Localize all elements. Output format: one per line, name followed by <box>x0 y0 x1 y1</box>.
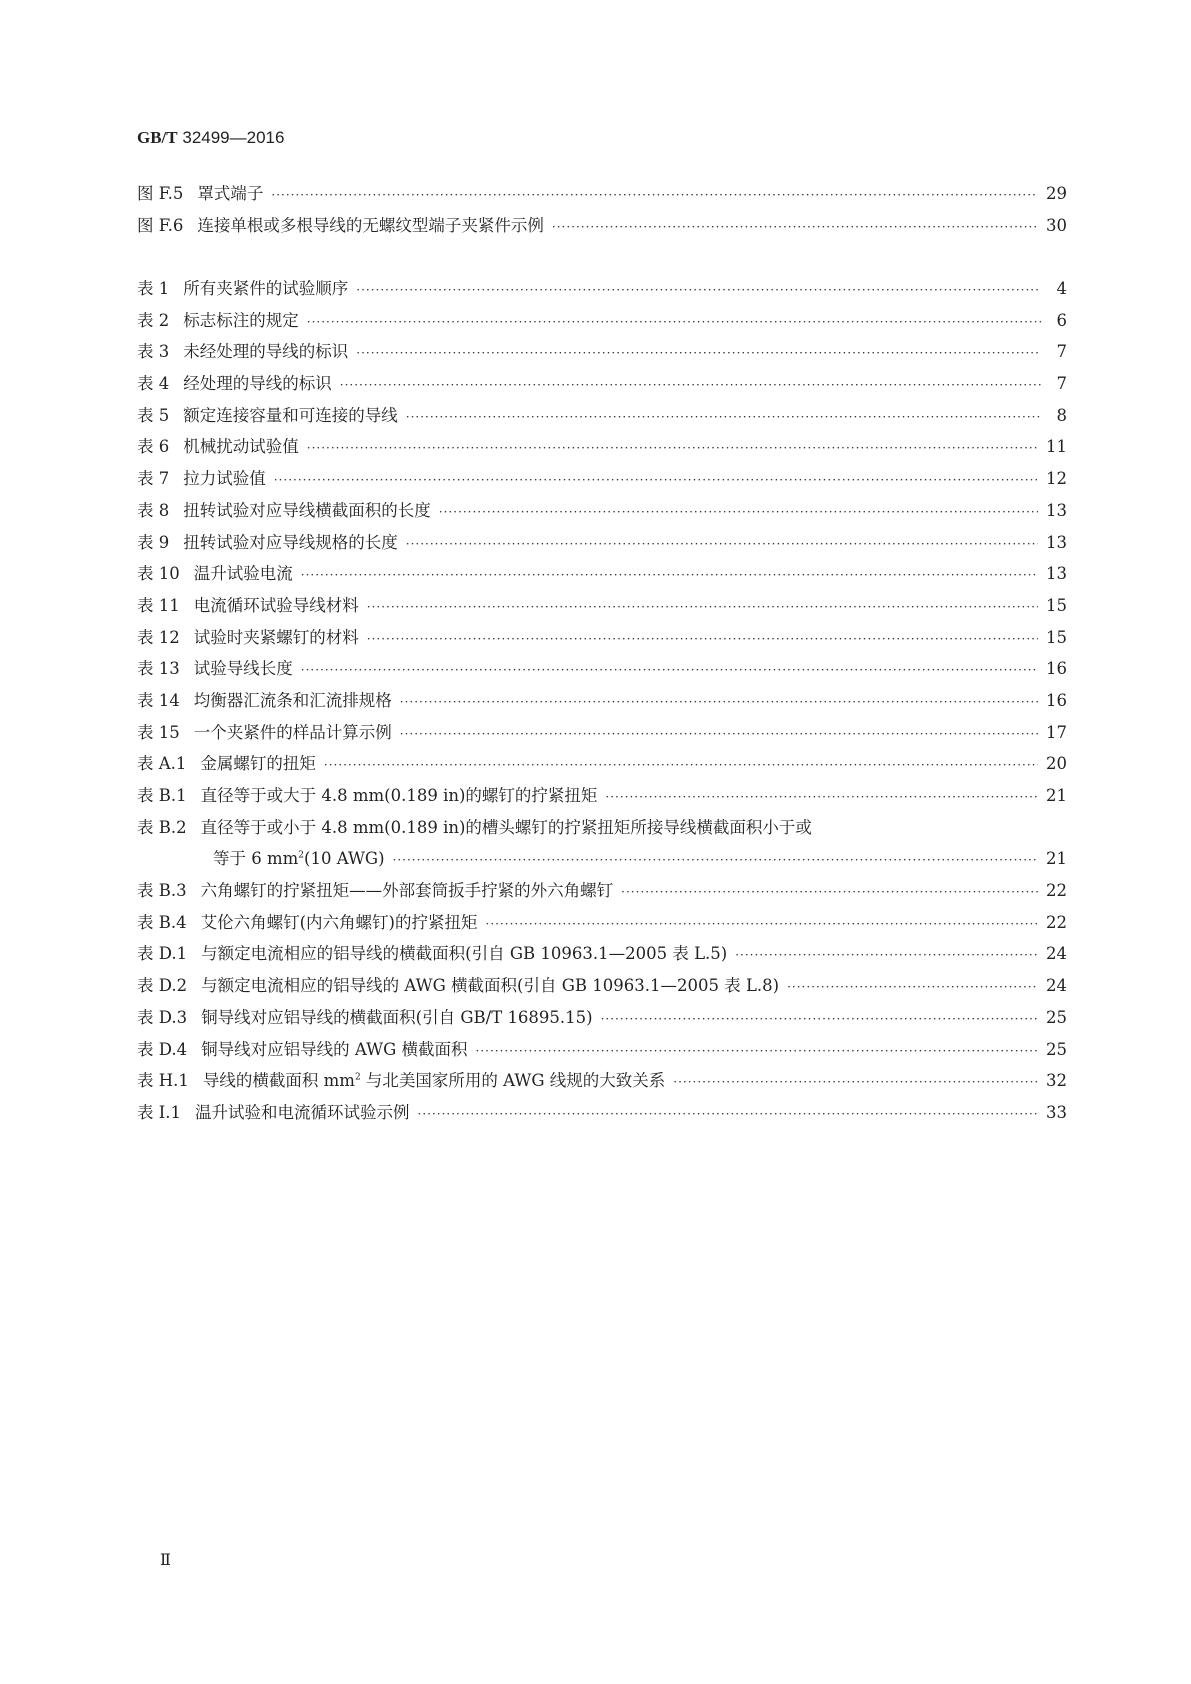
dot-leader <box>340 378 1041 392</box>
dot-leader <box>673 1075 1038 1089</box>
entry-label: 表 6 <box>137 437 170 457</box>
entry-page: 13 <box>1046 500 1067 520</box>
entry-page: 24 <box>1046 944 1067 964</box>
entry-page: 16 <box>1046 659 1067 679</box>
dot-leader <box>307 441 1038 455</box>
toc-entry[interactable] <box>137 972 1067 1004</box>
entry-title <box>183 497 431 521</box>
toc-entry[interactable] <box>137 433 1067 465</box>
entry-title <box>200 750 316 774</box>
entry-page: 21 <box>1046 849 1067 869</box>
entry-page: 25 <box>1046 1007 1067 1027</box>
toc-entry[interactable] <box>137 338 1067 370</box>
entry-page: 20 <box>1046 754 1067 774</box>
entry-title-text: 直径等于或小于 4.8 mm(0.189 in)的槽头螺钉的拧紧扭矩所接导线横截面积小于或 <box>200 817 812 837</box>
entry-label: 表 D.3 <box>137 1007 188 1027</box>
entry-label: 表 14 <box>137 690 180 710</box>
toc-entry[interactable] <box>137 1067 1067 1099</box>
entry-title-text: 六角螺钉的拧紧扭矩——外部套筒扳手拧紧的外六角螺钉 <box>200 881 614 901</box>
entry-title <box>194 560 293 584</box>
toc-entry[interactable] <box>137 940 1067 972</box>
toc-entry-continuation <box>137 845 1067 877</box>
entry-title <box>183 275 348 299</box>
dot-leader <box>601 1012 1038 1026</box>
toc-entry[interactable] <box>137 275 1067 307</box>
entry-title-text: 电流循环试验导线材料 <box>193 595 359 615</box>
dot-leader <box>418 1107 1038 1121</box>
toc-entry[interactable] <box>137 782 1067 814</box>
entry-label: 表 4 <box>137 374 170 394</box>
entry-page: 12 <box>1046 469 1067 489</box>
entry-title <box>183 370 332 394</box>
entry-label: 表 B.4 <box>137 912 187 932</box>
entry-title <box>194 655 293 679</box>
entry-label: 表 11 <box>137 595 180 615</box>
toc-entry[interactable] <box>137 370 1067 402</box>
entry-page: 16 <box>1046 690 1067 710</box>
toc-entry[interactable] <box>137 1004 1067 1036</box>
entry-page: 33 <box>1046 1102 1067 1122</box>
entry-title <box>194 592 359 616</box>
toc-entry[interactable] <box>137 592 1067 624</box>
entry-title-text: 均衡器汇流条和汇流排规格 <box>193 690 392 710</box>
entry-page: 30 <box>1046 215 1067 235</box>
entry-title <box>201 972 779 996</box>
entry-label: 表 D.2 <box>137 976 188 996</box>
toc-entry[interactable] <box>137 180 1067 212</box>
entry-label: 表 9 <box>137 532 170 552</box>
entry-page: 25 <box>1046 1039 1067 1059</box>
dot-leader <box>400 727 1038 741</box>
entry-label: 图 F.6 <box>137 215 184 235</box>
entry-title-text: 金属螺钉的扭矩 <box>200 754 316 774</box>
entry-label: 表 D.4 <box>137 1039 188 1059</box>
entry-title <box>201 814 812 838</box>
dot-leader <box>787 980 1038 994</box>
entry-title <box>201 940 727 964</box>
dot-leader <box>301 568 1038 582</box>
entry-title <box>195 1099 410 1123</box>
entry-title-text: 温升试验电流 <box>193 564 293 584</box>
toc-entry[interactable] <box>137 624 1067 656</box>
entry-title-text: 直径等于或大于 4.8 mm(0.189 in)的螺钉的拧紧扭矩 <box>200 786 598 805</box>
entry-title <box>183 307 299 331</box>
entry-label: 表 A.1 <box>137 754 187 774</box>
toc-entry[interactable] <box>137 1099 1067 1131</box>
dot-leader <box>621 885 1038 899</box>
dot-leader <box>605 790 1038 804</box>
toc-entry[interactable] <box>137 909 1067 941</box>
entry-page: 22 <box>1046 912 1067 932</box>
page-folio: Ⅱ <box>160 1550 171 1569</box>
entry-page: 13 <box>1046 532 1067 552</box>
entry-title-text: 额定连接容量和可连接的导线 <box>183 405 398 425</box>
entry-page: 21 <box>1046 786 1067 805</box>
dot-leader <box>356 283 1041 297</box>
entry-page: 17 <box>1046 722 1067 742</box>
entry-title <box>197 180 263 204</box>
standard-header <box>137 128 284 148</box>
toc-entry[interactable] <box>137 814 1067 846</box>
entry-title <box>201 1036 467 1060</box>
entry-title-text: 铜导线对应铝导线的横截面积(引自 GB/T 16895.15) <box>201 1007 593 1027</box>
dot-leader <box>400 695 1038 709</box>
toc-entry[interactable] <box>137 307 1067 339</box>
toc-entry[interactable] <box>137 402 1067 434</box>
entry-label: 表 B.3 <box>137 881 187 901</box>
dot-leader <box>307 315 1041 329</box>
entry-title-text: 拉力试验值 <box>183 469 266 489</box>
dot-leader <box>271 188 1038 202</box>
entry-page: 6 <box>1056 310 1067 330</box>
dot-leader <box>406 537 1038 551</box>
entry-title-text: 试验时夹紧螺钉的材料 <box>193 627 359 647</box>
entry-page: 7 <box>1056 342 1067 362</box>
entry-title <box>183 465 266 489</box>
entry-title <box>194 624 359 648</box>
entry-title-text: 扭转试验对应导线横截面积的长度 <box>183 500 431 520</box>
entry-page: 8 <box>1056 405 1067 425</box>
superscript: 2 <box>298 850 305 861</box>
entry-label: 表 H.1 <box>137 1071 189 1091</box>
entry-label: 表 10 <box>137 564 180 584</box>
entry-page: 7 <box>1056 374 1067 394</box>
entry-title <box>197 212 544 236</box>
entry-title-text: 罩式端子 <box>197 184 264 203</box>
entry-title-text: 与额定电流相应的铝导线的横截面积(引自 GB 10963.1—2005 表 L.5) <box>201 944 728 964</box>
std-prefix: GB/T <box>137 128 178 147</box>
entry-title <box>201 782 598 806</box>
std-number: 32499—2016 <box>182 128 285 147</box>
entry-title <box>201 1004 592 1028</box>
entry-label: 表 B.1 <box>137 786 187 805</box>
entry-title-text: 标志标注的规定 <box>183 310 299 330</box>
entry-page: 13 <box>1046 564 1067 584</box>
toc-entry[interactable] <box>137 465 1067 497</box>
cont-b: (10 AWG) <box>304 849 385 869</box>
entry-label: 表 D.1 <box>137 944 188 964</box>
entry-page: 11 <box>1046 437 1067 457</box>
toc-entry[interactable] <box>137 212 1067 244</box>
entry-title <box>183 529 398 553</box>
entry-title <box>201 909 478 933</box>
entry-label: 表 B.2 <box>137 817 187 837</box>
entry-title-text: 扭转试验对应导线规格的长度 <box>183 532 398 552</box>
toc-entry[interactable] <box>137 655 1067 687</box>
entry-title-text: 铜导线对应铝导线的 AWG 横截面积 <box>201 1039 468 1059</box>
dot-leader <box>274 473 1038 487</box>
dot-leader <box>406 410 1041 424</box>
table-list <box>137 275 1067 1131</box>
toc-entry[interactable] <box>137 497 1067 529</box>
toc-entry[interactable] <box>137 877 1067 909</box>
entry-label: 表 13 <box>137 659 180 679</box>
toc-entry[interactable] <box>137 560 1067 592</box>
entry-title <box>203 1067 665 1091</box>
entry-title-text: 一个夹紧件的样品计算示例 <box>193 722 392 742</box>
entry-title <box>194 719 392 743</box>
entry-title-text: 导线的横截面积 mm <box>202 1071 355 1091</box>
entry-label: 表 1 <box>137 279 170 298</box>
toc-entry[interactable] <box>137 1036 1067 1068</box>
dot-leader <box>367 600 1038 614</box>
dot-leader <box>735 948 1038 962</box>
toc-entry[interactable] <box>137 529 1067 561</box>
cont-a: 等于 6 mm <box>213 849 299 869</box>
entry-title-text: 艾伦六角螺钉(内六角螺钉)的拧紧扭矩 <box>200 912 478 932</box>
entry-page: 15 <box>1046 595 1067 615</box>
entry-label: 表 15 <box>137 722 180 742</box>
entry-page: 32 <box>1046 1071 1067 1091</box>
superscript: 2 <box>354 1072 361 1083</box>
toc-entry[interactable] <box>137 687 1067 719</box>
dot-leader <box>476 1044 1038 1058</box>
entry-label: 表 2 <box>137 310 170 330</box>
dot-leader <box>552 220 1038 234</box>
dot-leader <box>393 853 1038 867</box>
entry-title <box>183 402 398 426</box>
entry-label: 表 I.1 <box>137 1102 182 1122</box>
entry-page: 24 <box>1046 976 1067 996</box>
entry-title-text: 温升试验和电流循环试验示例 <box>195 1102 410 1122</box>
entry-title <box>183 433 299 457</box>
dot-leader <box>486 917 1039 931</box>
toc-entry[interactable] <box>137 719 1067 751</box>
dot-leader <box>324 758 1038 772</box>
entry-label: 表 12 <box>137 627 180 647</box>
entry-page: 4 <box>1056 279 1067 298</box>
entry-title <box>201 877 614 901</box>
entry-title-text: 机械扰动试验值 <box>183 437 299 457</box>
entry-page: 22 <box>1046 881 1067 901</box>
entry-page: 29 <box>1046 184 1067 203</box>
dot-leader <box>439 505 1038 519</box>
entry-label: 表 3 <box>137 342 170 362</box>
entry-title-text: 经处理的导线的标识 <box>183 374 332 394</box>
dot-leader <box>367 632 1038 646</box>
entry-title-text: 所有夹紧件的试验顺序 <box>183 279 349 298</box>
entry-label: 图 F.5 <box>137 184 184 203</box>
entry-title-cont <box>213 845 385 869</box>
entry-title-text: 连接单根或多根导线的无螺纹型端子夹紧件示例 <box>197 215 544 235</box>
entry-title-rest: 与北美国家所用的 AWG 线规的大致关系 <box>360 1071 666 1091</box>
figure-list <box>137 180 1067 243</box>
entry-title <box>194 687 392 711</box>
entry-label: 表 8 <box>137 500 170 520</box>
entry-title-text: 试验导线长度 <box>193 659 293 679</box>
entry-title-text: 未经处理的导线的标识 <box>183 342 349 362</box>
entry-title-text: 与额定电流相应的铝导线的 AWG 横截面积(引自 GB 10963.1—2005 表 L.8) <box>201 976 780 996</box>
entry-page: 15 <box>1046 627 1067 647</box>
toc-entry[interactable] <box>137 750 1067 782</box>
entry-label: 表 7 <box>137 469 170 489</box>
entry-label: 表 5 <box>137 405 170 425</box>
dot-leader <box>301 663 1038 677</box>
entry-title <box>183 338 348 362</box>
dot-leader <box>356 346 1041 360</box>
